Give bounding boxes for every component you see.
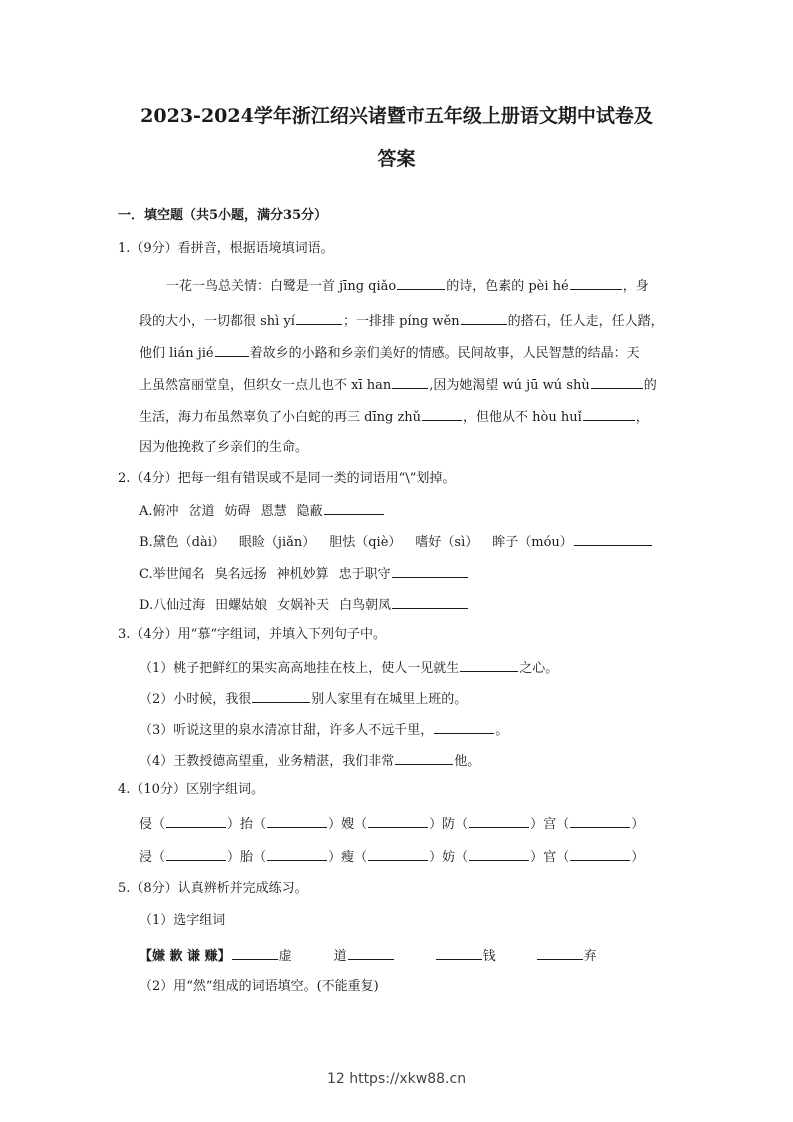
q3-sentence-3: （3）听说这里的泉水清凉甘甜，许多人不远千里， 。 <box>139 723 509 738</box>
answer-blank[interactable] <box>537 947 583 960</box>
answer-blank[interactable] <box>436 947 482 960</box>
page-footer: 12 https://xkw88.cn <box>326 1071 467 1087</box>
answer-blank[interactable] <box>392 376 428 389</box>
answer-blank[interactable] <box>368 848 428 861</box>
answer-blank[interactable] <box>166 815 226 828</box>
q2-option-d: D.八仙过海 田螺姑娘 女娲补天 白鸟朝凤 <box>139 596 469 614</box>
answer-blank[interactable] <box>574 533 652 546</box>
q5-sub1: （1）选字组词 <box>139 913 226 928</box>
answer-blank[interactable] <box>252 690 310 703</box>
q4-row-1: 侵（ ）抬（ ）嫂（ ）防（ ）宫（ ） <box>139 817 645 832</box>
answer-blank[interactable] <box>461 312 507 325</box>
q5-sub2: （2）用“然”组成的词语填空。(不能重复) <box>139 979 379 994</box>
q2-heading: 2.（4分）把每一组有错误或不是同一类的词语用“\”划掉。 <box>118 471 456 486</box>
answer-blank[interactable] <box>368 815 428 828</box>
answer-blank[interactable] <box>434 721 494 734</box>
answer-blank[interactable] <box>583 408 635 421</box>
q3-sentence-4: （4）王教授德高望重，业务精湛，我们非常 他。 <box>139 754 481 769</box>
exam-title-line1: 2023-2024学年浙江绍兴诸暨市五年级上册语文期中试卷及 <box>140 105 653 127</box>
answer-blank[interactable] <box>348 947 394 960</box>
answer-blank[interactable] <box>469 815 529 828</box>
q5-heading: 5.（8分）认真辨析并完成练习。 <box>118 881 308 896</box>
q1-line4: 上虽然富丽堂皇，但织女一点儿也不 xī han ,因为她渴望 wú jū wú shù 的 <box>139 378 657 393</box>
answer-blank[interactable] <box>232 947 278 960</box>
q1-line5: 生活，海力布虽然辜负了小白蛇的再三 dīng zhǔ ，但他从不 hòu huǐ ， <box>139 410 649 425</box>
answer-blank[interactable] <box>570 815 630 828</box>
answer-blank[interactable] <box>422 408 462 421</box>
answer-blank[interactable] <box>267 848 327 861</box>
answer-blank[interactable] <box>591 376 643 389</box>
answer-blank[interactable] <box>324 502 384 515</box>
q1-line1: 一花一鸟总关情：白鹭是一首 jīng qiǎo 的诗，色素的 pèi hé ，身 <box>166 279 649 294</box>
section-heading: 一．填空题（共5小题，满分35分） <box>118 208 328 223</box>
answer-blank[interactable] <box>166 848 226 861</box>
answer-blank[interactable] <box>460 659 518 672</box>
q3-sentence-2: （2）小时候，我很 别人家里有在城里上班的。 <box>139 692 468 707</box>
q2-option-b: B.黛色（dài） 眼睑（jiǎn） 胆怯（qiè） 嗜好（sì） 眸子（móu） <box>139 533 653 551</box>
q4-row-2: 浸（ ）胎（ ）瘦（ ）妨（ ）官（ ） <box>139 850 645 865</box>
answer-blank[interactable] <box>570 848 630 861</box>
q2-option-a: A.俯冲 岔道 妨碍 恩慧 隐蔽 <box>139 502 385 520</box>
q3-sentence-1: （1）桃子把鲜红的果实高高地挂在枝上，使人一见就生 之心。 <box>139 661 559 676</box>
q1-line3: 他们 lián jié 着故乡的小路和乡亲们美好的情感。民间故事，人民智慧的结晶：天 <box>139 346 640 361</box>
answer-blank[interactable] <box>469 848 529 861</box>
answer-blank[interactable] <box>392 565 468 578</box>
exam-title-line2: 答案 <box>377 148 416 170</box>
q1-heading: 1.（9分）看拼音，根据语境填词语。 <box>118 241 334 256</box>
answer-blank[interactable] <box>296 312 342 325</box>
answer-blank[interactable] <box>570 277 622 290</box>
q4-heading: 4.（10分）区别字组词。 <box>118 782 264 797</box>
q2-option-c: C.举世闻名 臭名远扬 神机妙算 忠于职守 <box>139 565 469 583</box>
answer-blank[interactable] <box>267 815 327 828</box>
answer-blank[interactable] <box>395 752 453 765</box>
q1-line2: 段的大小，一切都很 shì yí ；一排排 píng wěn 的搭石，任人走，任人踏， <box>139 314 664 329</box>
answer-blank[interactable] <box>397 277 445 290</box>
q1-line6: 因为他挽救了乡亲们的生命。 <box>139 440 309 455</box>
q5-word-row: 【嫌 歉 谦 赚】 虚 道 钱 弃 <box>139 949 597 964</box>
q3-heading: 3.（4分）用“慕“字组词，并填入下列句子中。 <box>118 627 386 642</box>
answer-blank[interactable] <box>215 344 249 357</box>
answer-blank[interactable] <box>392 596 468 609</box>
